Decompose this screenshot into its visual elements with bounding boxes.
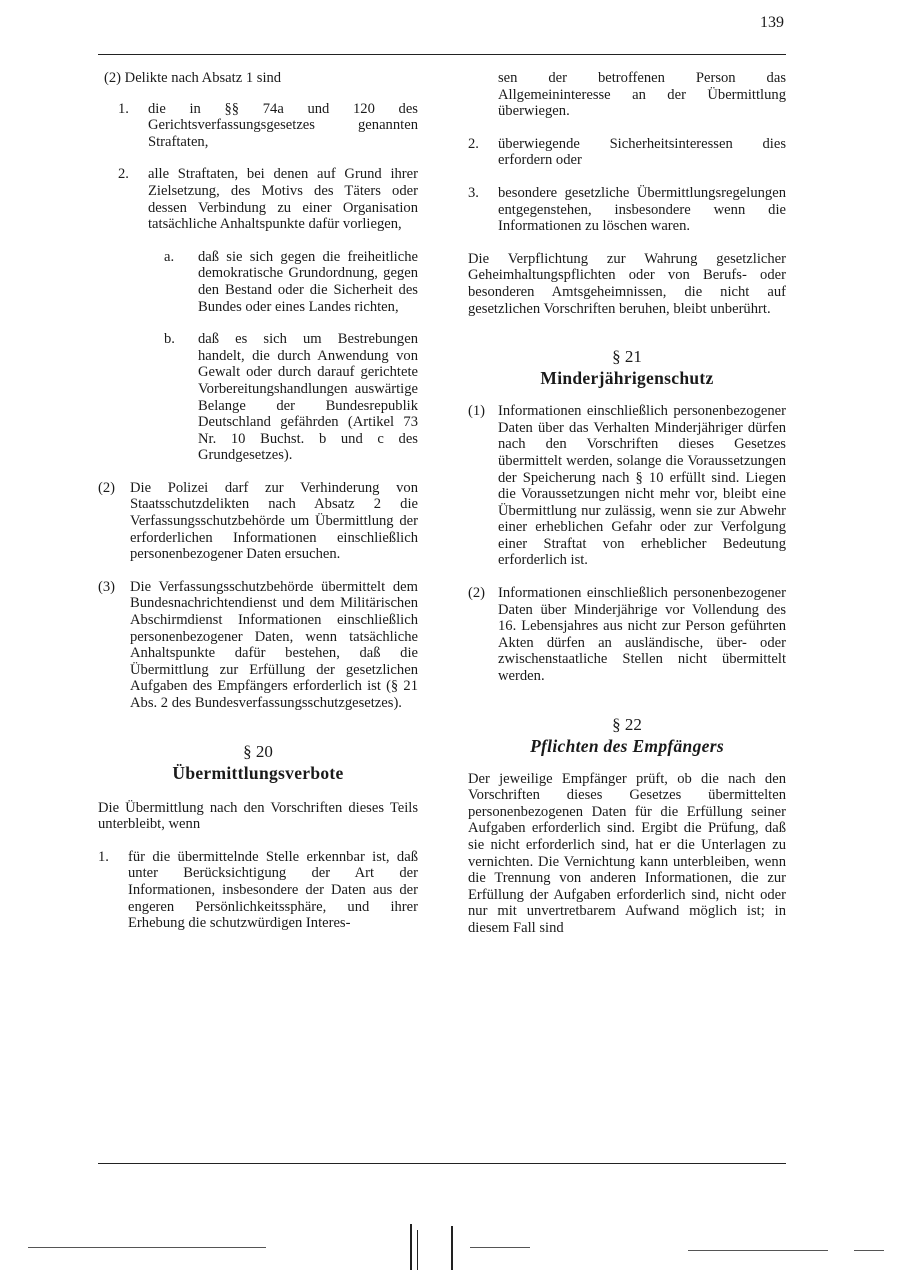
- scan-artifact-line: [470, 1247, 530, 1248]
- paragraph-1: [468, 403, 786, 569]
- scan-artifact-bar: [410, 1224, 412, 1270]
- paragraph-number: (1): [468, 403, 486, 420]
- section-22-text: Der jeweilige Empfänger prüft, ob die nach den Vorschriften dieses Gesetzes übermittelten personenbezogenen Daten für die Erfüllung seiner Aufgaben erforderlich sind. Ergibt die Prüfung, daß sie nicht erforderlich sind, hat er die Unterlagen zu vernichten. Die Vernichtung kann unterbleiben, wenn die Trennung von anderen Informationen, die zur Erfüllung der Aufgaben erforderlich sind, nicht oder nur mit unvertretbarem Aufwand möglich ist; in diesem Fall sind: [468, 770, 786, 936]
- list-item-number: 1.: [118, 100, 129, 117]
- section-number: § 22: [612, 714, 642, 734]
- header-rule: [98, 54, 786, 55]
- section-20-heading: [98, 742, 418, 784]
- list-item-text: alle Straftaten, bei denen auf Grund ihrer Zielsetzung, des Motivs des Täters oder dessen Verbindung zu einer Organisation tatsächliche Anhaltspunkte dafür vorliegen,: [148, 166, 418, 233]
- scan-artifact-line: [688, 1250, 828, 1251]
- section-number: § 21: [612, 347, 642, 367]
- paragraph-text: Informationen einschließlich personenbezogener Daten über Minderjährige vor Vollendung des 16. Lebensjahres aus nicht zur Person geführten Akten dürfen an ausländische, über- oder zwischenstaatliche Stellen nicht übermittelt werden.: [498, 585, 786, 685]
- paragraph-number: (2): [98, 479, 116, 496]
- paragraph-number: (2): [468, 585, 486, 602]
- page-number: 139: [760, 14, 784, 31]
- section-title: Übermittlungsverbote: [172, 762, 344, 783]
- list-item: [98, 849, 418, 932]
- list-item: [468, 185, 786, 235]
- paragraph-number: (3): [98, 578, 116, 595]
- list-item-text: besondere gesetzliche Übermittlungsregelungen entgegenstehen, insbesondere wenn die Informationen zu löschen waren.: [498, 184, 786, 235]
- list-item-text: überwiegende Sicherheitsinteressen dies erfordern oder: [498, 135, 786, 169]
- section-21-heading: [468, 347, 786, 389]
- section-20-intro: Die Übermittlung nach den Vorschriften dieses Teils unterbleibt, wenn: [98, 799, 418, 833]
- section-title: Pflichten des Empfängers: [530, 735, 724, 756]
- scan-artifact-bar: [417, 1230, 418, 1270]
- sub-list-item-letter: b.: [164, 331, 175, 348]
- footer-rule: [98, 1163, 786, 1164]
- list-item: [98, 166, 418, 232]
- sub-list-item-text: daß es sich um Bestrebungen handelt, die durch Anwendung von Gewalt oder durch darauf gerichtete Vorbereitungshandlungen auswärtige Belange der Bundesrepublik Deutschland gefährden (Artikel 73 Nr. 10 Buchst. b und c des Grundgesetzes).: [198, 331, 418, 464]
- sub-list-item-text: daß sie sich gegen die freiheitliche demokratische Grundordnung, gegen den Bestand oder die Sicherheit des Bundes oder eines Landes richten,: [198, 248, 418, 315]
- list-item-text: die in §§ 74a und 120 des Gerichtsverfassungsgesetzes genannten Straftaten,: [148, 100, 418, 150]
- list-item-number: 2.: [118, 166, 129, 183]
- list-item-number: 3.: [468, 184, 479, 201]
- continued-text: sen der betroffenen Person das Allgemeininteresse an der Übermittlung überwiegen.: [498, 70, 786, 120]
- paragraph-text: Die Polizei darf zur Verhinderung von Staatsschutzdelikten nach Absatz 2 die Verfassungsschutzbehörde um Übermittlung der erforderlichen Informationen einschließlich personenbezogener Daten ersuchen.: [130, 479, 418, 563]
- list-item-text: für die übermittelnde Stelle erkennbar ist, daß unter Berücksichtigung der Art der Informationen, insbesondere der Daten aus der engeren Persönlichkeitssphäre, und ihrer Erhebung die schutzwürdigen Interes-: [128, 848, 418, 932]
- paragraph-3: [98, 579, 418, 712]
- paragraph-2-intro: (2) Delikte nach Absatz 1 sind: [104, 70, 282, 86]
- paragraph-2: [98, 480, 418, 563]
- section-22-heading: [468, 715, 786, 757]
- section-title: Minderjährigenschutz: [540, 368, 714, 389]
- paragraph-text: Informationen einschließlich personenbezogener Daten über das Verhalten Minderjähriger dürfen nach den Vorschriften dieses Gesetzes übermittelt werden, solange die Voraussetzungen der Speicherung nach § 10 erfüllt sind. Liegen die Voraussetzungen nicht mehr vor, bleibt eine Übermittlung nur zulässig, wenn sie zur Abwehr einer erheblichen Gefahr oder zur Verfolgung einer Straftat von erheblicher Bedeutung erforderlich ist.: [498, 403, 786, 569]
- list-item: [468, 136, 786, 169]
- sub-list-item: [98, 249, 418, 315]
- scan-artifact-line: [28, 1247, 266, 1248]
- left-column: [98, 70, 418, 932]
- scan-artifact-bar: [451, 1226, 453, 1270]
- list-item-number: 1.: [98, 848, 109, 865]
- sub-list-item: [98, 331, 418, 464]
- list-item-number: 2.: [468, 135, 479, 152]
- sub-list-item-letter: a.: [164, 248, 175, 265]
- right-column: [468, 70, 786, 937]
- list-item: [98, 101, 418, 151]
- scan-artifact-line: [854, 1250, 884, 1251]
- confidentiality-paragraph: Die Verpflichtung zur Wahrung gesetzlicher Geheimhaltungspflichten oder von Berufs- oder besonderen Amtsgeheimnissen, die nicht auf gesetzlichen Vorschriften beruhen, bleibt unberührt.: [468, 250, 786, 317]
- paragraph-text: Die Verfassungsschutzbehörde übermittelt dem Bundesnachrichtendienst und dem Militärischen Abschirmdienst Informationen einschließlich personenbezogener Daten, wenn tatsächliche Anhaltspunkte dafür bestehen, daß die Übermittlung zur Erfüllung der gesetzlichen Aufgaben des Empfängers erforderlich ist (§ 21 Abs. 2 des Bundesverfassungsschutzgesetzes).: [130, 578, 418, 711]
- section-number: § 20: [243, 741, 273, 761]
- paragraph-2: [468, 585, 786, 685]
